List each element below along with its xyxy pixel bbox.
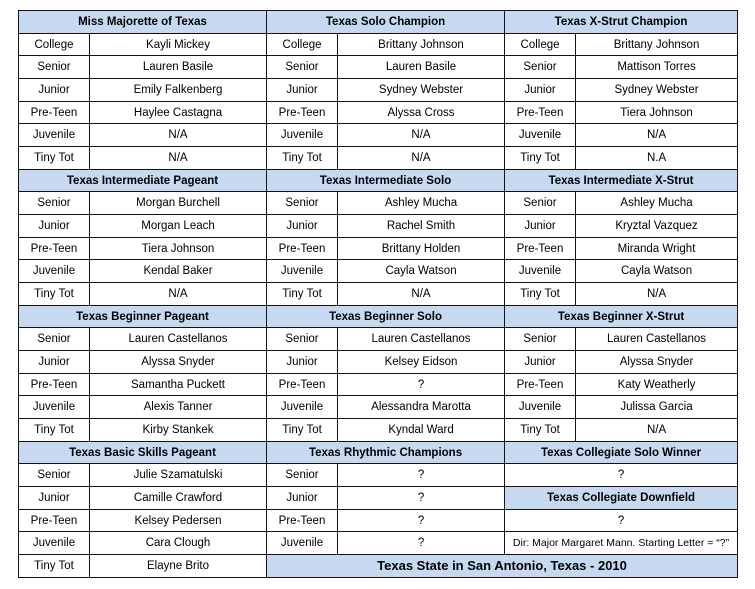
section-title: Texas Beginner Pageant <box>19 305 267 328</box>
division-label: Junior <box>19 351 90 374</box>
section-title: Texas Basic Skills Pageant <box>19 441 267 464</box>
division-label: Tiny Tot <box>19 419 90 442</box>
winner-name: Brittany Holden <box>338 237 505 260</box>
division-label: Junior <box>19 487 90 510</box>
winner-name: Emily Falkenberg <box>90 79 267 102</box>
division-label: Senior <box>267 56 338 79</box>
division-label: Senior <box>19 464 90 487</box>
winner-name: Lauren Basile <box>338 56 505 79</box>
winner-name: N/A <box>576 283 738 306</box>
winner-name: N/A <box>576 419 738 442</box>
table-row <box>19 147 738 170</box>
section-title: Texas X-Strut Champion <box>505 11 738 34</box>
table-row <box>19 419 738 442</box>
winner-name: Alyssa Snyder <box>576 351 738 374</box>
winner-name: Alyssa Snyder <box>90 351 267 374</box>
winner-name: Sydney Webster <box>338 79 505 102</box>
division-label: Senior <box>267 192 338 215</box>
table-row <box>19 192 738 215</box>
winner-name: Lauren Castellanos <box>90 328 267 351</box>
division-label: Tiny Tot <box>19 283 90 306</box>
table-row <box>19 33 738 56</box>
winner-name: N/A <box>576 124 738 147</box>
division-label: College <box>19 33 90 56</box>
division-label: Juvenile <box>19 124 90 147</box>
section-title: Miss Majorette of Texas <box>19 11 267 34</box>
winner-name: Morgan Leach <box>90 215 267 238</box>
division-label: Junior <box>505 351 576 374</box>
winner-name: N/A <box>90 124 267 147</box>
division-label: Tiny Tot <box>19 147 90 170</box>
section-title: Texas Solo Champion <box>267 11 505 34</box>
division-label: Junior <box>19 79 90 102</box>
division-label: Senior <box>19 328 90 351</box>
division-label: Senior <box>505 56 576 79</box>
division-label: Tiny Tot <box>19 555 90 578</box>
winner-name: Kayli Mickey <box>90 33 267 56</box>
division-label: Pre-Teen <box>267 101 338 124</box>
winner-name: Ashley Mucha <box>576 192 738 215</box>
winner-name: Mattison Torres <box>576 56 738 79</box>
division-label: Junior <box>267 79 338 102</box>
winner-name: ? <box>338 464 505 487</box>
winner-name: N.A <box>576 147 738 170</box>
division-label: Pre-Teen <box>19 373 90 396</box>
division-label: Junior <box>505 215 576 238</box>
winner-name: ? <box>338 532 505 555</box>
event-footer: Texas State in San Antonio, Texas - 2010 <box>267 555 738 578</box>
winner-name: Alexis Tanner <box>90 396 267 419</box>
division-label: Tiny Tot <box>505 419 576 442</box>
winner-name: ? <box>338 487 505 510</box>
winner-name: Kendal Baker <box>90 260 267 283</box>
results-table <box>18 10 738 578</box>
table-row <box>19 283 738 306</box>
division-label: Juvenile <box>267 532 338 555</box>
winner-name: Tiera Johnson <box>576 101 738 124</box>
division-label: Pre-Teen <box>505 101 576 124</box>
winner-name: N/A <box>90 147 267 170</box>
section-title: Texas Beginner X-Strut <box>505 305 738 328</box>
winner-name: Haylee Castagna <box>90 101 267 124</box>
winner-name: Kryztal Vazquez <box>576 215 738 238</box>
division-label: Senior <box>267 464 338 487</box>
winner-name: Tiera Johnson <box>90 237 267 260</box>
winner-name: Morgan Burchell <box>90 192 267 215</box>
section-title: Texas Collegiate Downfield <box>505 487 738 510</box>
division-label: Tiny Tot <box>267 147 338 170</box>
division-label: Senior <box>505 328 576 351</box>
table-row <box>19 328 738 351</box>
director-note: Dir: Major Margaret Mann. Starting Letter = “?” <box>505 532 738 555</box>
winner-name: Samantha Puckett <box>90 373 267 396</box>
table-row <box>19 351 738 374</box>
winner-name: ? <box>505 464 738 487</box>
section-title: Texas Intermediate Solo <box>267 169 505 192</box>
division-label: Pre-Teen <box>505 373 576 396</box>
section-title: Texas Collegiate Solo Winner <box>505 441 738 464</box>
division-label: Senior <box>19 56 90 79</box>
division-label: Tiny Tot <box>505 147 576 170</box>
winner-name: ? <box>338 373 505 396</box>
division-label: Juvenile <box>267 396 338 419</box>
table-row <box>19 79 738 102</box>
division-label: Junior <box>267 351 338 374</box>
winner-name: ? <box>338 509 505 532</box>
division-label: Pre-Teen <box>19 509 90 532</box>
division-label: Juvenile <box>19 260 90 283</box>
division-label: Senior <box>267 328 338 351</box>
winner-name: Julie Szamatulski <box>90 464 267 487</box>
division-label: Junior <box>19 215 90 238</box>
division-label: Juvenile <box>505 260 576 283</box>
winner-name: Sydney Webster <box>576 79 738 102</box>
winner-name: Cayla Watson <box>576 260 738 283</box>
winner-name: Alessandra Marotta <box>338 396 505 419</box>
division-label: Pre-Teen <box>19 237 90 260</box>
winner-name: N/A <box>338 283 505 306</box>
division-label: Juvenile <box>505 396 576 419</box>
division-label: Pre-Teen <box>267 237 338 260</box>
winner-name: ? <box>505 509 738 532</box>
winner-name: Rachel Smith <box>338 215 505 238</box>
winner-name: Kelsey Pedersen <box>90 509 267 532</box>
winner-name: Lauren Castellanos <box>576 328 738 351</box>
winner-name: Brittany Johnson <box>338 33 505 56</box>
section-title: Texas Rhythmic Champions <box>267 441 505 464</box>
division-label: Junior <box>505 79 576 102</box>
section-title: Texas Intermediate X-Strut <box>505 169 738 192</box>
table-row <box>19 124 738 147</box>
winner-name: Alyssa Cross <box>338 101 505 124</box>
winner-name: Kyndal Ward <box>338 419 505 442</box>
winner-name: Camille Crawford <box>90 487 267 510</box>
division-label: Juvenile <box>267 124 338 147</box>
section-title: Texas Intermediate Pageant <box>19 169 267 192</box>
table-row <box>19 260 738 283</box>
winner-name: Cara Clough <box>90 532 267 555</box>
winner-name: Ashley Mucha <box>338 192 505 215</box>
division-label: Tiny Tot <box>267 283 338 306</box>
division-label: Pre-Teen <box>267 509 338 532</box>
division-label: Juvenile <box>267 260 338 283</box>
division-label: Juvenile <box>19 396 90 419</box>
section-title: Texas Beginner Solo <box>267 305 505 328</box>
table-row <box>19 101 738 124</box>
division-label: Senior <box>19 192 90 215</box>
division-label: Pre-Teen <box>267 373 338 396</box>
winner-name: N/A <box>338 147 505 170</box>
division-label: Senior <box>505 192 576 215</box>
division-label: Junior <box>267 215 338 238</box>
winner-name: N/A <box>338 124 505 147</box>
winner-name: Brittany Johnson <box>576 33 738 56</box>
winner-name: Lauren Castellanos <box>338 328 505 351</box>
winner-name: Kelsey Eidson <box>338 351 505 374</box>
winner-name: Katy Weatherly <box>576 373 738 396</box>
table-row <box>19 373 738 396</box>
division-label: Juvenile <box>19 532 90 555</box>
division-label: Tiny Tot <box>267 419 338 442</box>
winner-name: Elayne Brito <box>90 555 267 578</box>
table-row <box>19 56 738 79</box>
division-label: Juvenile <box>505 124 576 147</box>
table-row <box>19 237 738 260</box>
winner-name: Cayla Watson <box>338 260 505 283</box>
winner-name: Miranda Wright <box>576 237 738 260</box>
division-label: Junior <box>267 487 338 510</box>
winner-name: Julissa Garcia <box>576 396 738 419</box>
winner-name: N/A <box>90 283 267 306</box>
table-row <box>19 396 738 419</box>
division-label: Pre-Teen <box>505 237 576 260</box>
winner-name: Kirby Stankek <box>90 419 267 442</box>
table-row <box>19 215 738 238</box>
division-label: Tiny Tot <box>505 283 576 306</box>
winner-name: Lauren Basile <box>90 56 267 79</box>
division-label: College <box>267 33 338 56</box>
division-label: Pre-Teen <box>19 101 90 124</box>
division-label: College <box>505 33 576 56</box>
